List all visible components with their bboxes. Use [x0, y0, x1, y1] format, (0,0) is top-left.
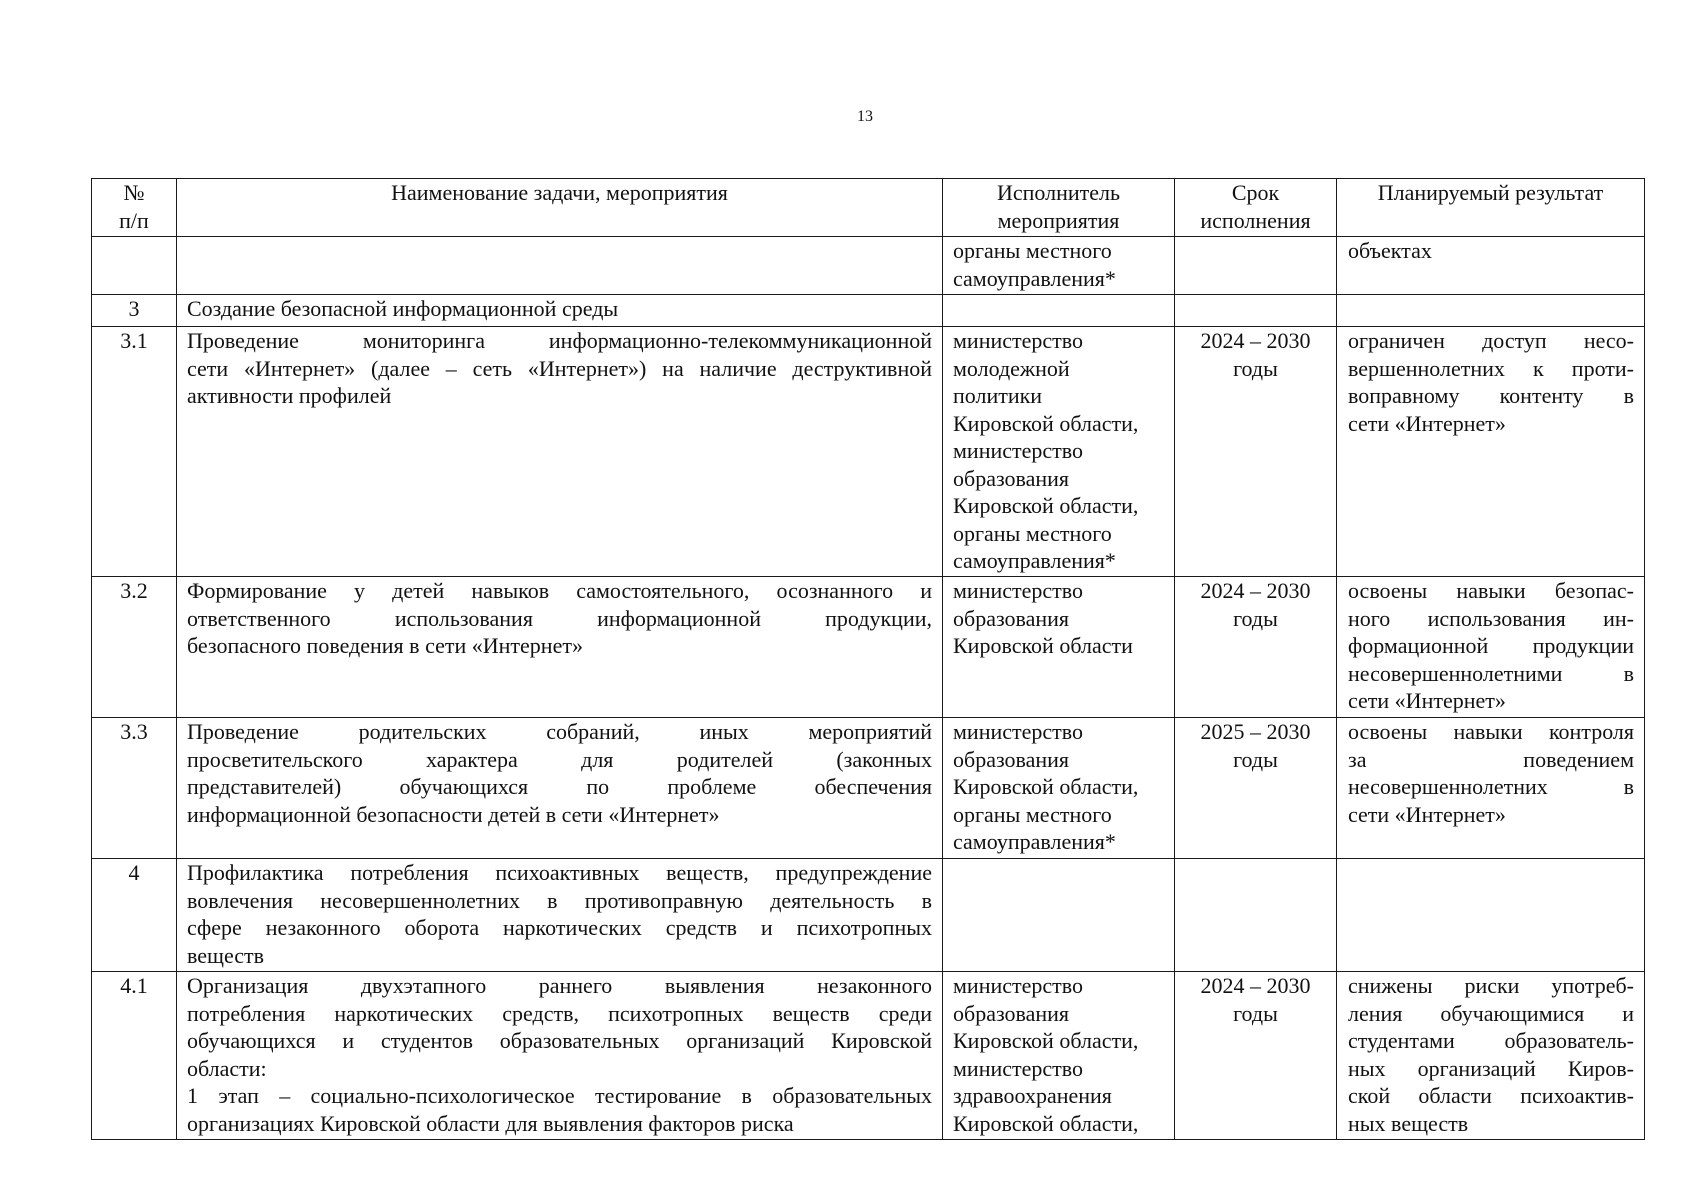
header-result: Планируемый результат	[1337, 179, 1645, 237]
executor-cell: министерство молодежной политики Кировской области, министерство образования Кировской области, органы местного самоуправления*	[943, 327, 1175, 577]
result-cell: ограничен доступ несо- вершеннолетних к проти- воправному контенту в сети «Интернет»	[1337, 327, 1645, 577]
executor-cell	[943, 295, 1175, 327]
result-cell	[1337, 859, 1645, 972]
task-cell: Организация двухэтапного раннего выявления незаконного потребления наркотических средств, психотропных веществ среди обучающихся и студентов образовательных организаций Кировской области: 1 этап – социально-психологическое тестирование в образовательных организациях Кировской области для выявления факторов риска	[177, 972, 943, 1140]
executor-cell: министерство образования Кировской области, министерство здравоохранения Кировской области,	[943, 972, 1175, 1140]
result-cell: объектах	[1337, 237, 1645, 295]
task-cell: Профилактика потребления психоактивных веществ, предупреждение вовлечения несовершеннолетних в противоправную деятельность в сфере незаконного оборота наркотических средств и психотропных веществ	[177, 859, 943, 972]
row-number: 3	[92, 295, 177, 327]
header-executor: Исполнитель мероприятия	[943, 179, 1175, 237]
table-row	[92, 295, 1645, 327]
result-cell: снижены риски употреб- ления обучающимися и студентами образователь- ных организаций Киров- ской области психоактив- ных веществ	[1337, 972, 1645, 1140]
task-cell: Формирование у детей навыков самостоятельного, осознанного и ответственного использования информационной продукции, безопасного поведения в сети «Интернет»	[177, 577, 943, 718]
table-row	[92, 859, 1645, 972]
row-number: 4.1	[92, 972, 177, 1140]
executor-cell	[943, 859, 1175, 972]
row-number: 3.2	[92, 577, 177, 718]
term-cell: 2024 – 2030 годы	[1175, 972, 1337, 1140]
table-row	[92, 237, 1645, 295]
term-cell: 2025 – 2030 годы	[1175, 718, 1337, 859]
header-num: № п/п	[92, 179, 177, 237]
row-number: 3.1	[92, 327, 177, 577]
table-row	[92, 972, 1645, 1140]
result-cell	[1337, 295, 1645, 327]
row-number	[92, 237, 177, 295]
result-cell: освоены навыки контроля за поведением несовершеннолетних в сети «Интернет»	[1337, 718, 1645, 859]
executor-cell: министерство образования Кировской области	[943, 577, 1175, 718]
term-cell	[1175, 295, 1337, 327]
executor-cell: органы местного самоуправления*	[943, 237, 1175, 295]
executor-cell: министерство образования Кировской области, органы местного самоуправления*	[943, 718, 1175, 859]
activities-table	[91, 178, 1645, 1140]
table-row	[92, 577, 1645, 718]
term-cell: 2024 – 2030 годы	[1175, 327, 1337, 577]
header-task: Наименование задачи, мероприятия	[177, 179, 943, 237]
header-term: Срок исполнения	[1175, 179, 1337, 237]
task-cell: Проведение родительских собраний, иных мероприятий просветительского характера для родителей (законных представителей) обучающихся по проблеме обеспечения информационной безопасности детей в сети «Интернет»	[177, 718, 943, 859]
term-cell	[1175, 859, 1337, 972]
row-number: 3.3	[92, 718, 177, 859]
table-header-row	[92, 179, 1645, 237]
term-cell	[1175, 237, 1337, 295]
row-number: 4	[92, 859, 177, 972]
table-row	[92, 327, 1645, 577]
task-cell	[177, 237, 943, 295]
table-row	[92, 718, 1645, 859]
task-cell: Проведение мониторинга информационно-телекоммуникационной сети «Интернет» (далее – сеть «Интернет») на наличие деструктивной активности профилей	[177, 327, 943, 577]
task-cell: Создание безопасной информационной среды	[177, 295, 943, 327]
page-number: 13	[857, 108, 873, 125]
term-cell: 2024 – 2030 годы	[1175, 577, 1337, 718]
result-cell: освоены навыки безопас- ного использования ин- формационной продукции несовершеннолетними в сети «Интернет»	[1337, 577, 1645, 718]
